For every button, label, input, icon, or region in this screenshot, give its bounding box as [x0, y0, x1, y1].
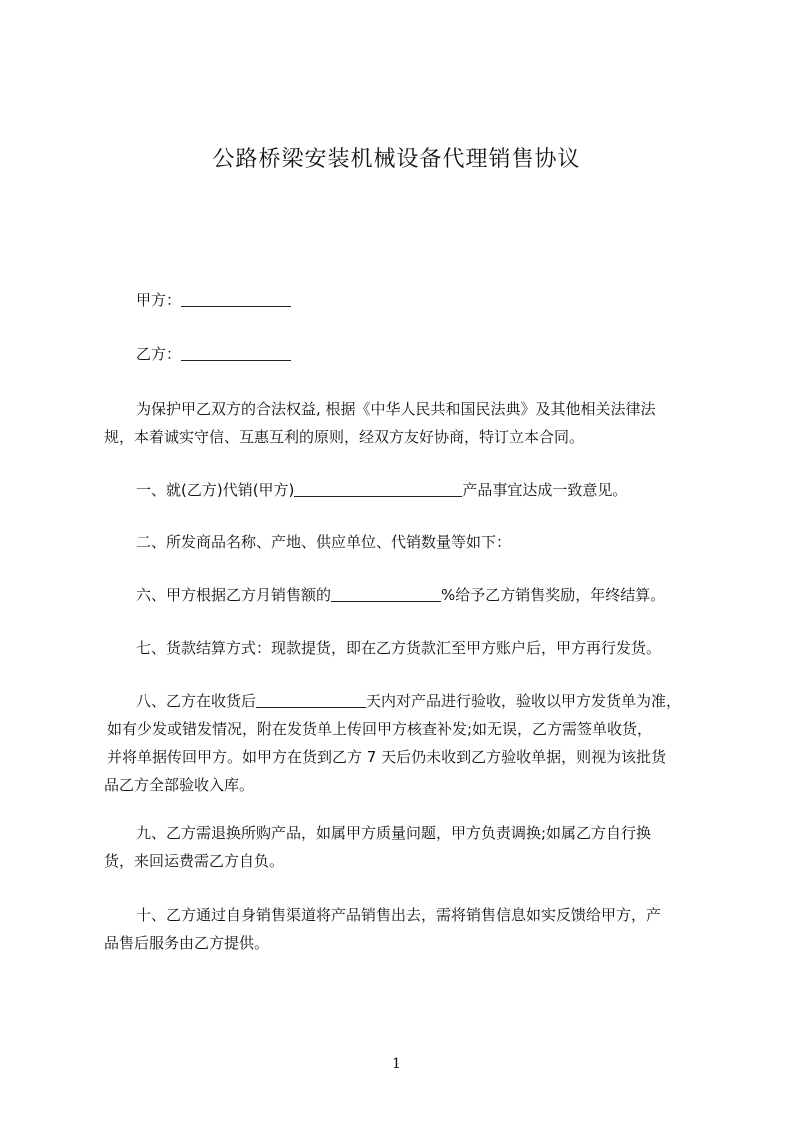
clause-8-line-1 — [104, 686, 756, 717]
clause-9-line-1: 九、乙方需退换所购产品，如属甲方质量问题，甲方负责调换;如属乙方自行换 — [136, 824, 652, 842]
page-number: 1 — [392, 1056, 401, 1072]
clause-10-line-1: 十、乙方通过自身销售渠道将产品销售出去，需将销售信息如实反馈给甲方，产 — [136, 906, 662, 924]
party-a-line — [104, 285, 756, 316]
document-title: 公路桥梁安装机械设备代理销售协议 — [212, 147, 581, 172]
clause-1 — [104, 475, 756, 506]
clause-8-before: 八、乙方在收货后 — [136, 692, 257, 710]
clause-8-after: 天内对产品进行验收，验收以甲方发货单为准， — [366, 692, 682, 710]
party-b-blank — [181, 343, 291, 361]
clause-6-before: 六、甲方根据乙方月销售额的 — [136, 586, 332, 604]
clause-9-line-2: 货，来回运费需乙方自负。 — [104, 852, 285, 870]
clause-2: 二、所发商品名称、产地、供应单位、代销数量等如下： — [136, 533, 512, 551]
clause-6-after: %给予乙方销售奖励，年终结算。 — [441, 586, 666, 604]
clause-1-before: 一、就(乙方)代销(甲方) — [136, 481, 295, 499]
party-a-blank — [181, 289, 291, 307]
clause-6-blank — [331, 584, 441, 602]
clause-8-line-3: 并将单据传回甲方。如甲方在货到乙方 7 天后仍未收到乙方验收单据，则视为该批货 — [107, 748, 667, 766]
clause-8-line-4: 品乙方全部验收入库。 — [104, 776, 255, 794]
intro-line-2: 规，本着诚实守信、互惠互利的原则，经双方友好协商，特订立本合同。 — [104, 428, 585, 446]
clause-8-blank — [256, 690, 366, 708]
party-a-label: 甲方： — [136, 291, 182, 309]
clause-8-line-2: 如有少发或错发情况，附在发货单上传回甲方核查补发;如无误，乙方需签单收货， — [107, 720, 653, 738]
clause-1-after: 产品事宜达成一致意见。 — [462, 481, 628, 499]
intro-line-1: 为保护甲乙双方的合法权益, 根据《中华人民共和国民法典》及其他相关法律法 — [136, 400, 656, 418]
clause-10-line-2: 品售后服务由乙方提供。 — [104, 934, 270, 952]
party-b-label: 乙方： — [136, 345, 182, 363]
clause-1-blank — [294, 479, 462, 497]
clause-7: 七、货款结算方式：现款提货，即在乙方货款汇至甲方账户后，甲方再行发货。 — [136, 639, 662, 657]
clause-6 — [104, 580, 756, 611]
party-b-line — [104, 339, 756, 370]
